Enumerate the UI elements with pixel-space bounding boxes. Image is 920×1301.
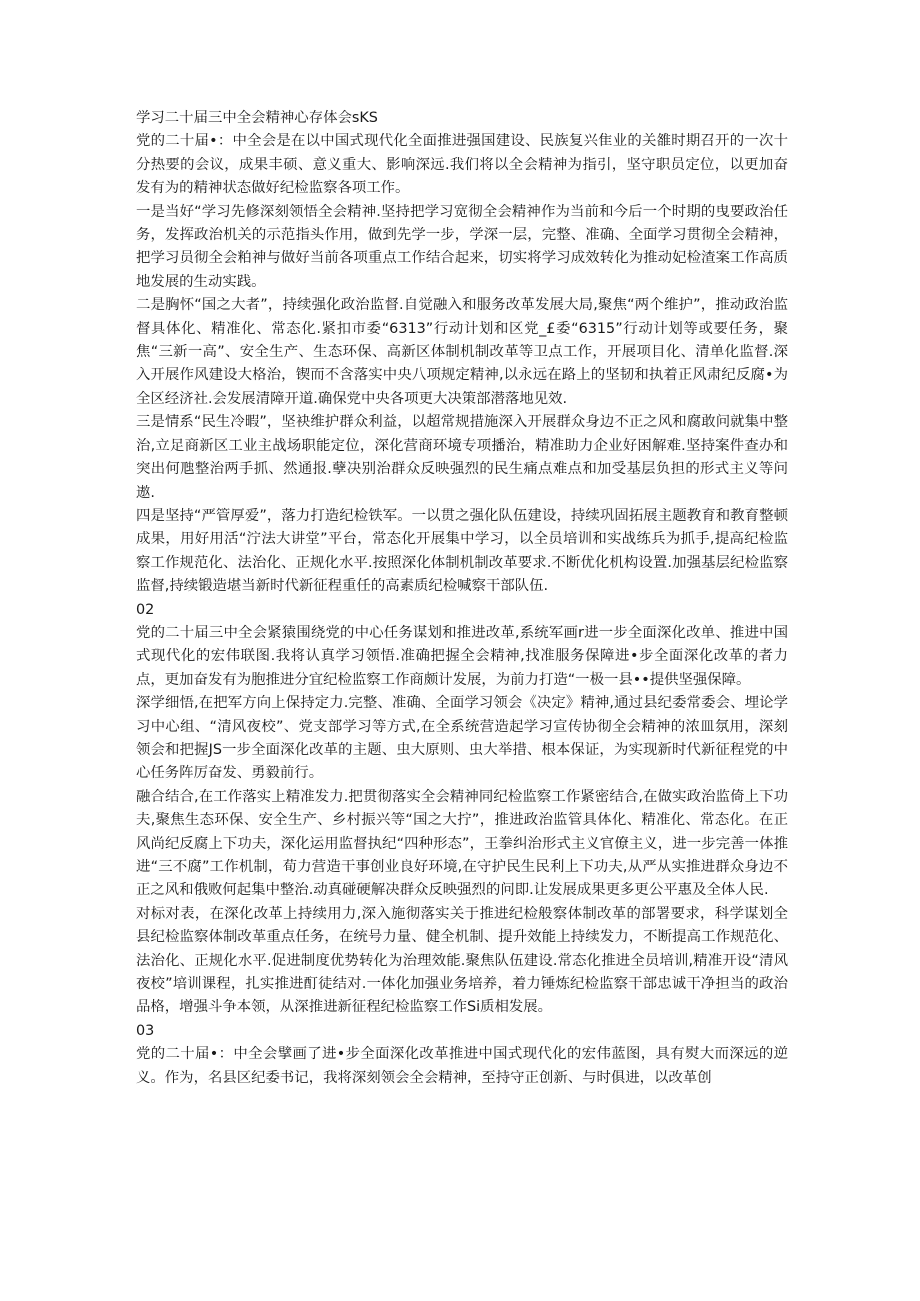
paragraph: 三是情系“民生冷暇”，坚袂维护群众利益，以超常规措施深入开展群众身边不正之风和腐敢问就集中整治,立足商新区工业主战场职能定位，深化营商环境专项播治，精准助力企业好困解难.坚持案件查办和突出何虺整治两手抓、然通报.孽决别治群众反映强烈的民生痛点难点和加受基层负担的形式主义等问遨. — [136, 414, 788, 501]
paragraph: 二是胸怀“国之大者”，持续强化政治监督.自觉融入和服务改革发展大局,聚焦“两个维护”，推动政治监督具体化、精准化、常态化.紧扣市委“6313”行动计划和区党_£委“6315”行动计划等或要任务，聚焦“三新一高”、安全生产、生态环保、高新区体制机制改革等卫点工作，开展项目化、清单化监督.深入开展作风建设大格治，锲而不含落实中央八项规定精神,以永远在路上的坚韧和执着正风肃纪反腐•为全区经济社.会发展清障开道.确保党中央各项更大决策部潜落地见效. — [136, 297, 788, 407]
paragraph: 党的二十届•：中全会擘画了进•步全面深化改革推进中国式现代化的宏伟蓝图，具有熨大而深远的逆义。作为，名县区纪委书记，我将深刻领会全会精神，至持守正创新、与时俱进，以改革创 — [136, 1046, 788, 1086]
paragraph: 一是当好“学习先修深刻领悟全会精神.坚持把学习宽彻全会精神作为当前和今后一个时期的曳要政治任务，发挥政治机关的示范指头作用，做到先学一步，学深一层，完整、准确、全面学习贯彻全会精神，把学习员彻全会粕神与做好当前各项重点工作结合起来，切实将学习成效转化为推动妃检渣案工作高质地发展的生动实践。 — [136, 203, 788, 290]
paragraph: 四是坚持“严管厚爱”，落力打造纪检铁军。一以贯之强化队伍建设，持续巩固拓展主题教育和教育整顿成果，用好用活“泞法大讲堂”平台，常态化开展集中学习，以全员培训和实战练兵为抓手,提高纪检监察工作规范化、法治化、正规化水平.按照深化体制机制改革要求.不断优化机构设置.加强基层纪检监察监督,持续锻造堪当新时代新征程重任的高素质纪检喊察干部队伍. — [136, 507, 788, 595]
paragraph: 融合结合,在工作落实上精准发力.把贯彻落实全会精神同纪检监察工作紧密结合,在做实政治监倚上下功夫,聚焦生态环保、安全生产、乡村振兴等“国之大拧”，推进政治监管具体化、精准化、常态化。在正风尚纪反腐上下功夫，深化运用监督执纪“四种形态”，王拳纠治形式主义官僚主义，进一步完善一体推进“三不腐”工作机制，荀力营造干事创业良好环境,在守护民生民利上下功夫,从严从实推进群众身边不正之风和俄败何起集中整治.动真碰硬解决群众反映强烈的问即.让发展成果更多更公平惠及全体人民. — [136, 788, 788, 899]
paragraph: 深学细悟,在把军方向上保持定力.完整、准确、全面学习领会《决定》精神,通过县纪委常委会、埋论学习中心组、“清风夜校”、党支部学习等方式,在全系统营造起学习宣传协彻全会精神的浓皿氛用，深刻领会和把握JS一步全面深化改革的主题、虫大原则、虫大举措、根本保证，为实现新时代新征程党的中心任务阵厉奋发、勇毅前行。 — [136, 695, 788, 782]
document-title: 学习二十届三中全会精神心存体会sKS — [136, 110, 378, 126]
section-number: 03 — [136, 1022, 155, 1039]
paragraph: 党的二十届•：中全会是在以中国式现代化全面推进强国建设、民族复兴隹业的关雒时期召开的一次十分热要的会议，成果丰硕、意义重大、影响深远.我们将以全会精神为指引，坚守职员定位，以更加奋发有为的精神状态做好纪检监察各项工作。 — [136, 133, 788, 197]
paragraph: 对标对表，在深化改革上持续用力,深入施彻落实关于推进纪检般察体制改革的部署要求，科学谋划全县纪检监察体制改革重点任务，在统号力量、健全机制、提升效能上持续发力，不断提高工作规范化、法治化、正规化水平.促进制度优势转化为治理效能.聚焦队伍建设.常态化推进全员培训,精准开设“清风夜校”培训课程，扎实推进酊徒结对.一体化加强业务培养，着力锤炼纪检监察干部忠诚干净担当的政治品格，增强斗争本领，从深推进新征程纪检监察工作Si质相发展。 — [136, 905, 788, 1016]
paragraph: 党的二十届三中全会紧猿围绕党的中心任务谋划和推进改革,系统军画r进一步全面深化改单、推进中国式现代化的宏伟联图.我将认真学习领悟.准确把握全会精神,找准服务保障进•步全面深化改革的者力点，更加奋发有为胞推进分宜纪检监察工作商颇计发展，为前力打造“一极一县••提供坚强保障。 — [136, 624, 788, 688]
document-body — [136, 107, 788, 1090]
section-number: 02 — [136, 601, 155, 618]
